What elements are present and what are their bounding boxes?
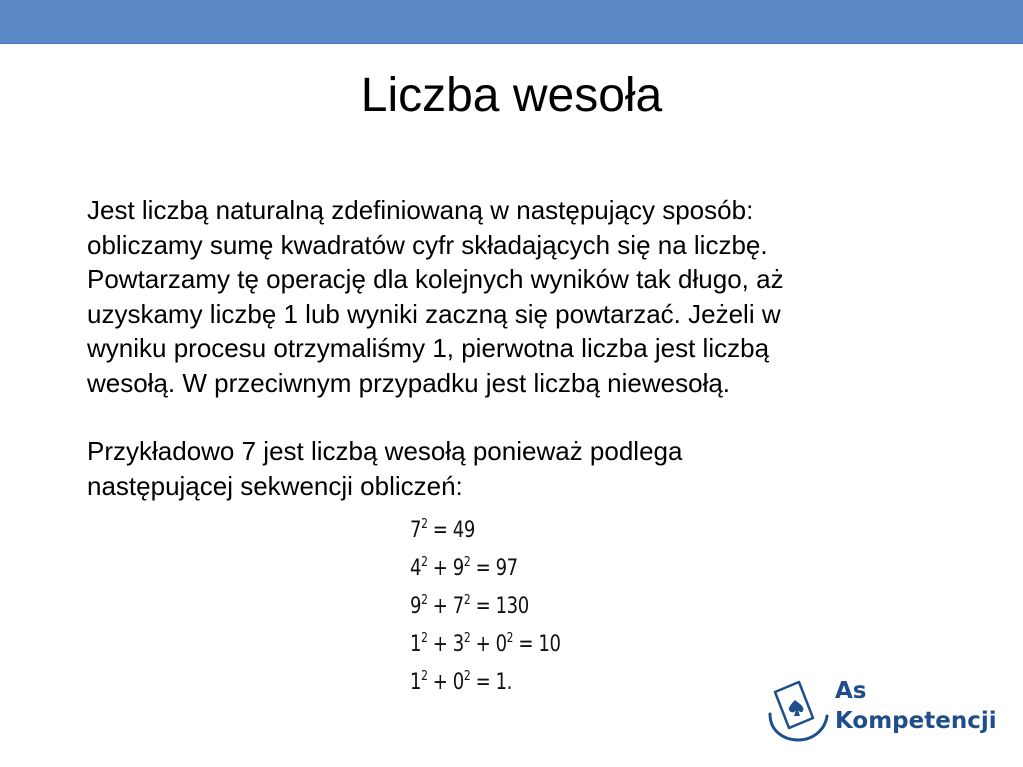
- equation-row: [410, 554, 561, 592]
- top-bar: [0, 0, 1023, 44]
- equation-exponent: 2: [463, 555, 471, 570]
- equals-sign: =: [470, 556, 496, 581]
- equation-result: 97: [495, 556, 518, 581]
- logo-line-kompetencji: Kompetencji: [835, 708, 997, 734]
- slide-title: Liczba wesoła: [360, 69, 663, 122]
- equation-base: 7: [410, 518, 422, 543]
- paragraph-line: wyniku procesu otrzymaliśmy 1, pierwotna liczba jest liczbą: [87, 333, 770, 363]
- equation-result: 10: [538, 632, 561, 657]
- equation-exponent: 2: [506, 631, 514, 646]
- plus-sign: +: [427, 670, 453, 695]
- equation-base: 3: [452, 632, 464, 657]
- equation-exponent: 2: [421, 517, 428, 532]
- equation-exponent: 2: [463, 593, 471, 608]
- paragraph-line: następującej sekwencji obliczeń:: [87, 470, 463, 501]
- paragraph-line: Przykładowo 7 jest liczbą wesołą ponieważ podlega: [87, 436, 683, 466]
- equation-exponent: 2: [463, 669, 471, 684]
- equation-exponent: 2: [421, 555, 428, 570]
- equation-row: [410, 668, 561, 706]
- paragraph-line: uzyskamy liczbę 1 lub wyniki zaczną się powtarzać. Jeżeli w: [87, 298, 781, 329]
- plus-sign: +: [427, 556, 453, 581]
- equation-result: 1.: [495, 670, 513, 695]
- plus-sign: +: [427, 594, 453, 619]
- paragraph-line: wesołą. W przeciwnym przypadku jest liczbą niewesołą.: [87, 367, 731, 398]
- equation-row: [410, 592, 561, 630]
- equals-sign: =: [427, 518, 453, 543]
- equation-exponent: 2: [421, 631, 428, 646]
- equation-row: [410, 516, 561, 554]
- logo-text: [835, 676, 997, 736]
- logo-line-as: As: [835, 678, 867, 704]
- paragraph-line: Jest liczbą naturalną zdefiniowaną w następujący sposób:: [87, 195, 754, 225]
- equation-base: 0: [495, 632, 507, 657]
- plus-sign: +: [470, 632, 496, 657]
- equation-base: 7: [452, 594, 464, 619]
- plus-sign: +: [427, 632, 453, 657]
- example-paragraph: [87, 434, 937, 503]
- equation-result: 49: [452, 518, 475, 543]
- equation-list: [410, 516, 594, 706]
- equation-base: 1: [410, 632, 422, 657]
- equation-exponent: 2: [421, 669, 428, 684]
- equation-base: 0: [452, 670, 464, 695]
- equals-sign: =: [513, 632, 539, 657]
- equation-row: [410, 630, 561, 668]
- equals-sign: =: [470, 594, 496, 619]
- equation-base: 9: [452, 556, 464, 581]
- paragraph-line: obliczamy sumę kwadratów cyfr składających się na liczbę.: [87, 229, 768, 260]
- equation-base: 9: [410, 594, 422, 619]
- definition-paragraph: [87, 193, 937, 400]
- paragraph-line: Powtarzamy tę operację dla kolejnych wyników tak długo, aż: [87, 264, 784, 294]
- as-kompetencji-logo: [765, 674, 1005, 748]
- equation-base: 4: [410, 556, 422, 581]
- equals-sign: =: [470, 670, 496, 695]
- equation-exponent: 2: [463, 631, 471, 646]
- spade-card-icon: [765, 674, 831, 744]
- equation-exponent: 2: [421, 593, 428, 608]
- equation-result: 130: [495, 594, 529, 619]
- equation-base: 1: [410, 670, 422, 695]
